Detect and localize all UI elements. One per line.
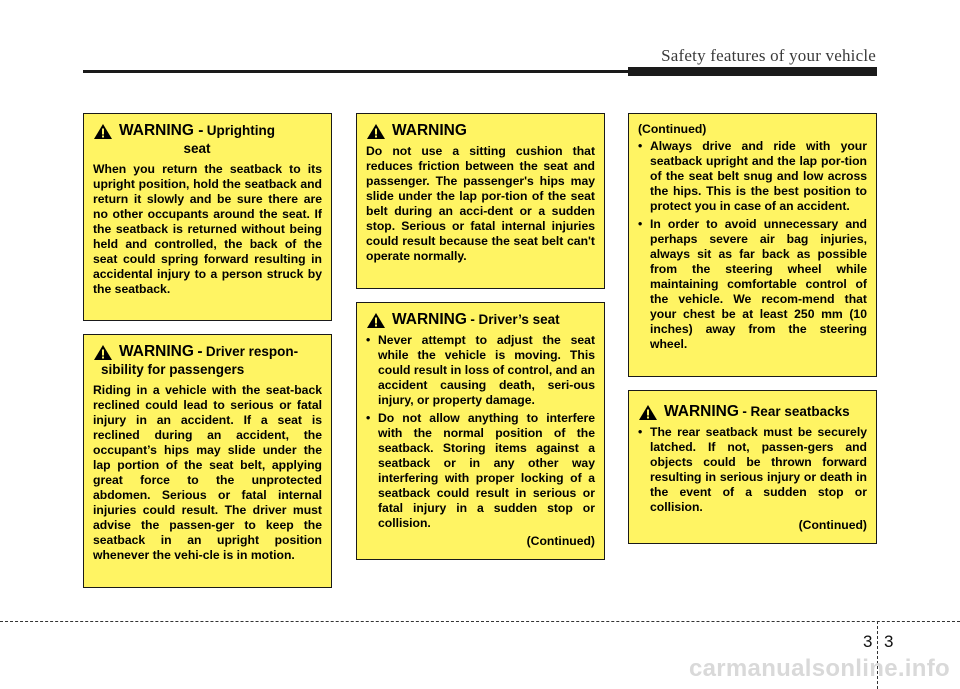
warning-body: When you return the seatback to its upright position, hold the seatback and return it slowly and be sure there are no other occupants around the seat. If the seatback is returned without being held and controlled, the back of the seat could spring forward resulting in accidental injury to a person struck by the seatback. <box>93 162 322 296</box>
warning-title <box>638 403 867 421</box>
warning-list <box>638 425 867 515</box>
warning-triangle-icon <box>93 123 113 140</box>
warning-subtitle: - Rear seatbacks <box>742 404 850 419</box>
warning-triangle-icon <box>366 123 386 140</box>
warning-subtitle-cont: seat <box>183 141 211 156</box>
header-rule <box>83 70 628 73</box>
list-item: • Do not allow anything to interfere with the normal position of the seatback. Storing items against a seatback or in any other way interfering with proper locking of a seatback could result in serious or fatal injury in a sudden stop or collision. <box>366 411 595 531</box>
warning-subtitle: Uprighting <box>206 123 276 138</box>
warning-title <box>93 343 322 379</box>
warning-box-driver-responsibility <box>83 334 332 588</box>
continued-label: (Continued) <box>798 518 867 532</box>
page-header-title: Safety features of your vehicle <box>661 46 876 65</box>
warning-box-sitting-cushion <box>356 113 605 289</box>
warning-subtitle: - Driver’s seat <box>470 312 560 327</box>
warning-list <box>638 139 867 352</box>
list-item: • The rear seatback must be securely latched. If not, passen-gers and objects could be thrown forward resulting in serious injury or death in the event of a sudden stop or collision. <box>638 425 867 515</box>
warning-body: Do not use a sitting cushion that reduces friction between the seat and passenger. The passenger's hips may slide under the lap por-tion of the seat belt during an acci-dent or a sudden stop. Serious or fatal internal injuries could result because the seat belt can't operate normally. <box>366 144 595 263</box>
warning-body: Riding in a vehicle with the seat-back reclined could lead to serious or fatal injury in an accident. If a seat is reclined during an accident, the occupant’s hips may slide under the lap portion of the seat belt, applying great force to the unprotected abdomen. Serious or fatal internal injuries could result. The driver must advise the passen-ger to keep the seatback in an upright position whenever the vehi-cle is in motion. <box>93 383 322 562</box>
warning-box-uprighting-seat <box>83 113 332 321</box>
list-item: • Never attempt to adjust the seat while the vehicle is moving. This could result in loss of control, and an accident causing death, seri-ous injury, or property damage. <box>366 333 595 408</box>
warning-word: WARNING - <box>119 122 204 139</box>
page-number: 3 <box>884 632 894 651</box>
warning-box-rear-seatbacks <box>628 390 877 544</box>
page-number-chapter: 3 <box>863 632 873 651</box>
warning-triangle-icon <box>366 312 386 329</box>
warning-subtitle-cont: sibility for passengers <box>101 362 245 377</box>
footer-divider <box>0 621 960 622</box>
warning-triangle-icon <box>93 344 113 361</box>
warning-list <box>366 333 595 531</box>
warning-title <box>366 311 595 329</box>
warning-subtitle: Driver respon- <box>205 344 299 359</box>
list-item: • Always drive and ride with your seatback upright and the lap por-tion of the seat belt snug and low across the hips. This is the best position to protect you in case of an accident. <box>638 139 867 214</box>
warning-word: WARNING <box>664 403 739 420</box>
continued-label: (Continued) <box>638 122 707 136</box>
header-rule-thick <box>628 67 877 76</box>
continued-label: (Continued) <box>526 534 595 548</box>
watermark: carmanualsonline.info <box>688 655 950 682</box>
warning-dash: - <box>197 343 203 360</box>
warning-title <box>366 122 595 140</box>
warning-box-continued-seatback <box>628 113 877 377</box>
warning-title <box>93 122 322 158</box>
warning-word: WARNING <box>119 343 194 360</box>
list-item: • In order to avoid unnecessary and perhaps severe air bag injuries, always sit as far back as possible from the steering wheel while maintaining comfortable control of the vehicle. We recom-mend that your chest be at least 250 mm (10 inches) away from the steering wheel. <box>638 217 867 352</box>
warning-triangle-icon <box>638 404 658 421</box>
warning-word: WARNING <box>392 311 467 328</box>
warning-word: WARNING <box>392 122 467 139</box>
warning-box-drivers-seat <box>356 302 605 560</box>
